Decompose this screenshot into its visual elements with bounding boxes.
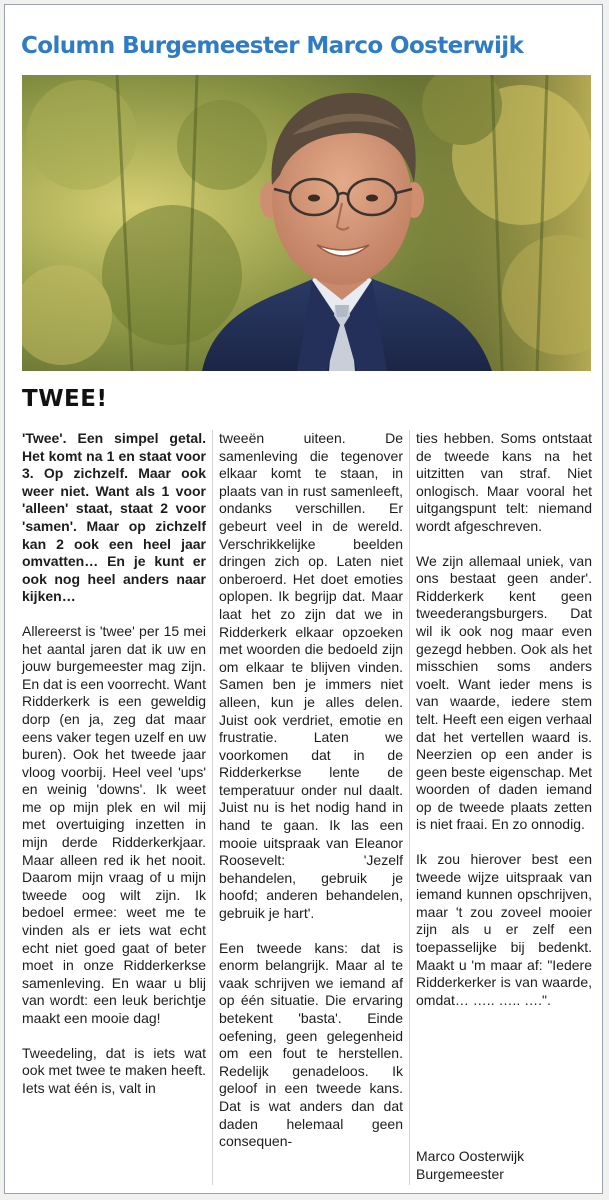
page-title: Column Burgemeester Marco Oosterwijk bbox=[21, 33, 524, 59]
article-headline: TWEE! bbox=[22, 386, 108, 412]
paragraph: ties hebben. Soms ontstaat de tweede kans na het uitzitten van straf. Niet onlogisch. Maar vooral het uitgangspunt telt: niemand wordt afgeschreven. bbox=[416, 430, 592, 534]
column-3 bbox=[416, 430, 592, 1026]
paragraph: Een tweede kans: dat is enorm belangrijk. Maar al te vaak schrijven we iemand af op één situatie. Die ervaring betekent 'basta'. Einde oefening, geen gelegenheid om een fout te herstellen. Redelijk genadeloos. Ik geloof in een tweede kans. Dat is wat anders dan dat daden helemaal geen consequen- bbox=[219, 939, 403, 1150]
signature-name: Marco Oosterwijk bbox=[416, 1148, 525, 1164]
column-divider bbox=[212, 430, 213, 1185]
mayor-photo bbox=[22, 75, 591, 371]
paragraph: Tweedeling, dat is iets wat ook met twee te maken heeft. Iets wat één is, valt in bbox=[22, 1044, 206, 1096]
paragraph: We zijn allemaal uniek, van ons bestaat geen ander'. Ridderkerk kent geen tweederangsburgers. Dat wil ik ook nog maar even gezegd hebben. Ook als het misschien soms anders voelt. Want ieder mens is van waarde, iedere stem telt. Heeft een eigen verhaal dat het vertellen waard is. Neerzien op een ander is geen beste eigenschap. Met woorden of daden iemand op de tweede plaats zetten is niet fraai. En zo onnodig. bbox=[416, 552, 592, 833]
column-2 bbox=[219, 430, 403, 1168]
column-frame bbox=[4, 4, 603, 1194]
paragraph: Ik zou hierover best een tweede wijze uitspraak van iemand kunnen opschrijven, maar 't zou zoveel mooier zijn als u er zelf een toepasselijke bij bedenkt. Maakt u 'm maar af: "Iedere Ridderkerker is van waarde, omdat… ….. ….. ….". bbox=[416, 851, 592, 1008]
column-1 bbox=[22, 430, 206, 1114]
paragraph: tweeën uiteen. De samenleving die tegenover elkaar komt te staan, in plaats van in rust samenleeft, ondanks verschillen. Er gebeurt veel in de wereld. Verschrikkelijke beelden dringen zich op. Laten niet onberoerd. Het doet emoties oplopen. Ik begrijp dat. Maar laat het zo zijn dat we in Ridderkerk elkaar opzoeken met woorden die bedoeld zijn om elkaar te blijven vinden. Samen ben je immers niet alleen, kun je alles delen. Juist ook verdriet, emotie en frustratie. Laten we voorkomen dat in de Ridderkerkse lente de temperatuur onder nul daalt. Juist nu is het nodig hand in hand te gaan. Ik las een mooie uitspraak van Eleanor Roosevelt: 'Jezelf behandelen, gebruik je hoofd; anderen behandelen, gebruik je hart'. bbox=[219, 430, 403, 922]
column-divider bbox=[409, 430, 410, 1185]
signature bbox=[416, 1147, 524, 1183]
signature-role: Burgemeester bbox=[416, 1166, 504, 1182]
intro-paragraph: 'Twee'. Een simpel getal. Het komt na 1 en staat voor 3. Op zichzelf. Maar ook weer niet. Want als 1 voor 'alleen' staat, staat 2 voor 'samen'. Maar op zichzelf kan 2 ook een heel jaar omvatten… En je kunt er ook nog heel anders naar kijken… bbox=[22, 430, 206, 605]
paragraph: Allereerst is 'twee' per 15 mei het aantal jaren dat ik uw en jouw burgemeester mag zijn. En dat is een voorrecht. Want Ridderkerk is een geweldig dorp (en ja, zeg dat maar eens vaker tegen uzelf en uw buren). Ook het tweede jaar vloog voorbij. Heel veel 'ups' en weinig 'downs'. Ik weet me op mijn plek en wil mij met overtuiging inzetten in mijn derde Ridderkerkjaar. Maar alleen red ik het nooit. Daarom mijn vraag of u mijn tweede oog wilt zijn. Ik bedoel ermee: weet me te vinden als er iets wat echt echt niet goed gaat of beter moet in onze Ridderkerkse samenleving. En waar u blij van wordt: een leuk berichtje maakt een mooie dag! bbox=[22, 622, 206, 1026]
portrait-illustration bbox=[22, 75, 591, 371]
